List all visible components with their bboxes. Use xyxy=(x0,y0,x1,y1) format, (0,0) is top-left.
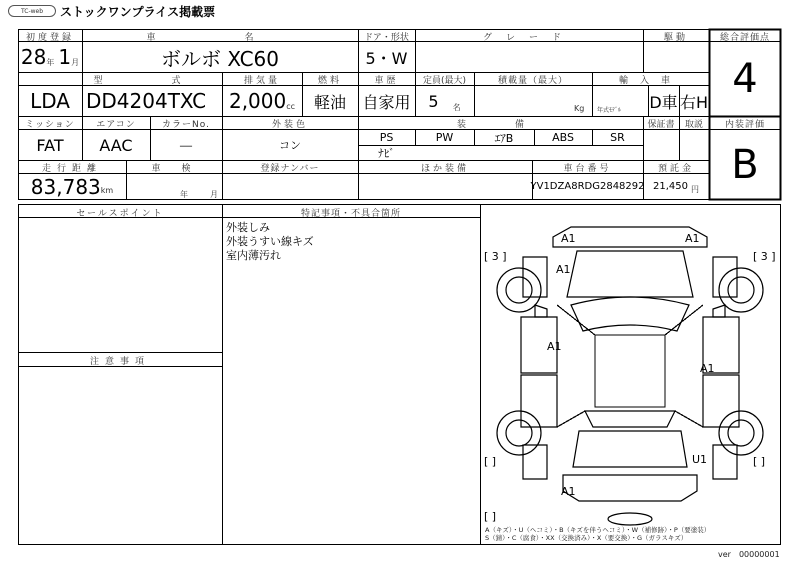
roof xyxy=(595,335,665,407)
mark-front-left: A1 xyxy=(561,232,576,245)
label-first-reg: 初度登録 xyxy=(25,33,74,43)
label-equipment: 装 備 xyxy=(456,120,544,130)
inspection-month-unit: 月 xyxy=(210,190,218,199)
mark-front-right: A1 xyxy=(685,232,700,245)
label-car-name: 車 名 xyxy=(146,33,294,43)
car-diagram xyxy=(481,205,780,544)
left-rear-wheel xyxy=(497,411,541,455)
equip-navi: ﾅﾋﾞ xyxy=(378,147,395,160)
equip-sr: SR xyxy=(610,131,625,144)
bracket-left-bottom: [ ] xyxy=(484,455,497,468)
displacement-unit: cc xyxy=(286,101,296,111)
label-total-score: 総合評価点 xyxy=(719,33,770,43)
label-grade: グレード xyxy=(482,33,575,43)
mission-value: FAT xyxy=(36,135,64,155)
handle-type-value: D車 xyxy=(649,92,678,112)
reg-year: 28 xyxy=(20,45,47,69)
model-year-unit: 年式ﾓﾃﾞﾙ xyxy=(597,107,622,114)
deposit-cell xyxy=(643,174,709,199)
drive-value xyxy=(643,42,709,72)
capacity-cell xyxy=(415,86,474,116)
left-rear-quarter xyxy=(523,445,547,479)
label-load: 積載量（最大） xyxy=(497,76,568,86)
color-no-value: － xyxy=(177,136,194,156)
header-logo: TC-web xyxy=(8,5,56,17)
bracket-rear: [ ] xyxy=(484,510,497,523)
label-exterior-color: 外装色 xyxy=(271,120,308,130)
deposit-unit: 円 xyxy=(691,185,699,194)
label-caution: 注意事項 xyxy=(89,357,150,367)
label-manual: 取説 xyxy=(684,120,703,130)
aircon-value: AAC xyxy=(99,135,133,155)
bracket-right-bottom: [ ] xyxy=(753,455,766,468)
label-sales-point: セールスポイント xyxy=(76,209,164,219)
grade-value xyxy=(415,42,643,72)
label-displacement: 排気量 xyxy=(243,76,280,86)
label-aircon: エアコン xyxy=(96,120,136,130)
inspection-year-unit: 年 xyxy=(180,190,188,199)
mileage-cell xyxy=(18,174,126,199)
right-rear-quarter xyxy=(713,445,737,479)
mark-right-door: A1 xyxy=(700,362,715,375)
mark-right-rear: U1 xyxy=(692,453,708,466)
model-value: DD4204TXC xyxy=(86,89,207,113)
label-import: 輸入車 xyxy=(618,76,682,86)
tailgate xyxy=(573,431,687,467)
load-unit: Kg xyxy=(574,104,585,113)
chassis-value: YV1DZA8RDG2848292 xyxy=(530,181,645,192)
equip-ps: PS xyxy=(379,131,394,144)
mark-left-door: A1 xyxy=(547,340,562,353)
legend-line: A（キズ）・U（ヘコミ）・B（キズを伴うヘコミ）・W（補修跡）・P（要塗装） xyxy=(485,526,711,534)
notes-list xyxy=(226,221,314,263)
legend-line: S（錆）・C（腐食）・XX（交換済み）・X（要交換）・G（ガラスキズ） xyxy=(485,534,688,542)
right-rear-wheel xyxy=(719,411,763,455)
right-rear-door xyxy=(703,375,739,427)
mark-rear: A1 xyxy=(561,485,576,498)
exterior-color-value: コン xyxy=(279,139,301,152)
reg-month: 1 xyxy=(58,45,72,69)
capacity-unit: 名 xyxy=(452,102,461,112)
fuel-value: 軽油 xyxy=(313,92,346,112)
legend xyxy=(485,526,710,542)
mileage-value: 83,783 xyxy=(30,174,101,199)
bracket-right-top: [ 3 ] xyxy=(753,250,776,263)
mileage-unit: km xyxy=(100,186,114,195)
label-other-equipment: ほか装備 xyxy=(420,164,469,174)
label-mission: ミッション xyxy=(25,120,75,130)
label-capacity: 定員(最大) xyxy=(422,76,467,86)
interior-score-value: B xyxy=(731,142,759,188)
label-fuel: 燃料 xyxy=(317,76,342,86)
label-model: 型 式 xyxy=(93,76,211,86)
label-price: 預託金 xyxy=(657,164,694,174)
front-bumper xyxy=(553,227,707,247)
total-score-value: 4 xyxy=(732,56,758,102)
deposit-value: 21,450 xyxy=(653,181,688,192)
bracket-left-top: [ 3 ] xyxy=(484,250,507,263)
displacement-value: 2,000 xyxy=(228,89,287,113)
displacement-cell xyxy=(222,86,302,116)
model-prefix-value: LDA xyxy=(30,89,70,113)
label-notes: 特記事項・不具合箇所 xyxy=(300,209,401,219)
door-value: 5・W xyxy=(365,48,408,68)
label-drive: 駆動 xyxy=(663,33,688,43)
label-plate: 登録ナンバー xyxy=(260,164,320,174)
equip-pw: PW xyxy=(435,131,454,144)
label-color-no: カラーNo. xyxy=(162,120,210,130)
note-line: 外装うすい線キズ xyxy=(226,235,314,248)
version-label: ver 00000001 xyxy=(718,550,780,559)
mark-left-fender: A1 xyxy=(556,263,571,276)
reg-year-unit: 年 xyxy=(46,57,55,67)
left-rear-door xyxy=(521,375,557,427)
label-inspection: 車 検 xyxy=(151,164,197,174)
hood xyxy=(567,251,693,297)
reg-date xyxy=(18,42,82,72)
note-line: 外装しみ xyxy=(226,221,270,234)
left-front-fender xyxy=(523,257,547,297)
note-line: 室内薄汚れ xyxy=(226,249,281,262)
label-warranty: 保証書 xyxy=(647,120,675,130)
label-interior-score: 内装評価 xyxy=(724,120,765,130)
rear-glass xyxy=(585,411,675,427)
rear-bumper xyxy=(563,475,697,501)
equip-airbag: ｴｱB xyxy=(494,131,514,145)
history-value: 自家用 xyxy=(362,92,411,112)
page-title: ストックワンプライス掲載票 xyxy=(60,5,216,19)
label-history: 車歴 xyxy=(374,76,399,86)
label-mileage: 走行距離 xyxy=(41,164,102,174)
capacity-value: 5 xyxy=(428,91,439,111)
car-name-value: ボルボ XC60 xyxy=(160,46,280,71)
equip-abs: ABS xyxy=(552,131,574,144)
label-door-shape: ドア・形状 xyxy=(364,33,409,43)
reg-month-unit: 月 xyxy=(71,57,80,67)
handle-side-value: 右H xyxy=(679,92,709,112)
windshield xyxy=(571,297,689,331)
label-chassis: 車台番号 xyxy=(563,164,612,174)
right-front-fender xyxy=(713,257,737,297)
